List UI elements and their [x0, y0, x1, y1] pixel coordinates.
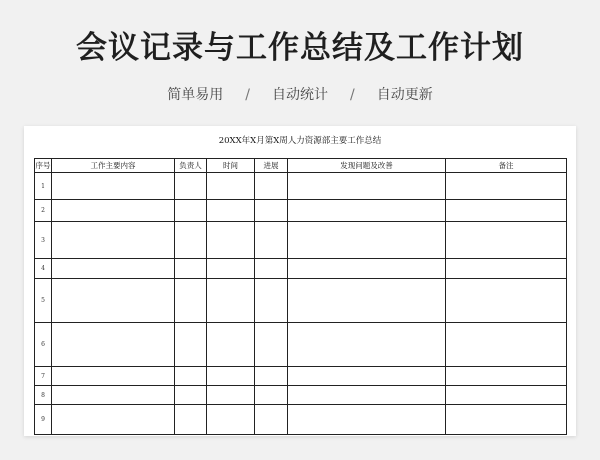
feature-tagline: [0, 84, 600, 104]
cell-owner[interactable]: [175, 200, 207, 222]
cell-issues[interactable]: [288, 367, 446, 386]
cell-progress[interactable]: [255, 405, 288, 435]
column-header-progress: 进展: [255, 159, 288, 173]
cell-owner[interactable]: [175, 367, 207, 386]
table-header-row: [35, 159, 567, 173]
row-index: 1: [35, 173, 52, 200]
cell-content[interactable]: [52, 279, 175, 323]
cell-issues[interactable]: [288, 405, 446, 435]
cell-content[interactable]: [52, 200, 175, 222]
cell-progress[interactable]: [255, 279, 288, 323]
cell-progress[interactable]: [255, 222, 288, 259]
column-header-index: 序号: [35, 159, 52, 173]
table-row: [35, 173, 567, 200]
cell-progress[interactable]: [255, 323, 288, 367]
cell-notes[interactable]: [446, 367, 567, 386]
row-index: 6: [35, 323, 52, 367]
cell-content[interactable]: [52, 222, 175, 259]
cell-owner[interactable]: [175, 386, 207, 405]
cell-notes[interactable]: [446, 279, 567, 323]
row-index: 7: [35, 367, 52, 386]
cell-time[interactable]: [207, 173, 255, 200]
cell-time[interactable]: [207, 405, 255, 435]
cell-content[interactable]: [52, 405, 175, 435]
column-header-issues: 发现问题及改善: [288, 159, 446, 173]
cell-time[interactable]: [207, 222, 255, 259]
table-row: [35, 405, 567, 435]
table-row: [35, 222, 567, 259]
cell-issues[interactable]: [288, 200, 446, 222]
spreadsheet-preview: [24, 126, 576, 436]
cell-time[interactable]: [207, 323, 255, 367]
row-index: 2: [35, 200, 52, 222]
separator: /: [350, 87, 355, 103]
row-index: 9: [35, 405, 52, 435]
cell-progress[interactable]: [255, 173, 288, 200]
table-row: [35, 279, 567, 323]
cell-time[interactable]: [207, 200, 255, 222]
cell-progress[interactable]: [255, 200, 288, 222]
cell-time[interactable]: [207, 279, 255, 323]
feature-auto-stats: 自动统计: [272, 87, 328, 103]
cell-content[interactable]: [52, 259, 175, 279]
cell-notes[interactable]: [446, 173, 567, 200]
cell-issues[interactable]: [288, 173, 446, 200]
summary-table: [34, 158, 567, 435]
table-row: [35, 200, 567, 222]
cell-issues[interactable]: [288, 323, 446, 367]
cell-owner[interactable]: [175, 222, 207, 259]
feature-auto-update: 自动更新: [376, 87, 433, 103]
cell-progress[interactable]: [255, 386, 288, 405]
cell-owner[interactable]: [175, 405, 207, 435]
cell-issues[interactable]: [288, 386, 446, 405]
page-title: 会议记录与工作总结及工作计划: [76, 30, 524, 66]
cell-notes[interactable]: [446, 386, 567, 405]
table-row: [35, 323, 567, 367]
cell-issues[interactable]: [288, 222, 446, 259]
cell-content[interactable]: [52, 323, 175, 367]
cell-issues[interactable]: [288, 279, 446, 323]
cell-time[interactable]: [207, 259, 255, 279]
cell-notes[interactable]: [446, 200, 567, 222]
table-row: [35, 386, 567, 405]
column-header-time: 时间: [207, 159, 255, 173]
sheet-title: 20XX年X月第X周人力资源部主要工作总结: [218, 136, 382, 146]
table-row: [35, 367, 567, 386]
cell-progress[interactable]: [255, 259, 288, 279]
cell-notes[interactable]: [446, 222, 567, 259]
cell-notes[interactable]: [446, 259, 567, 279]
separator: /: [245, 87, 250, 103]
cell-owner[interactable]: [175, 173, 207, 200]
feature-easy: 简单易用: [167, 87, 224, 103]
cell-notes[interactable]: [446, 323, 567, 367]
cell-content[interactable]: [52, 367, 175, 386]
cell-issues[interactable]: [288, 259, 446, 279]
cell-time[interactable]: [207, 367, 255, 386]
cell-owner[interactable]: [175, 259, 207, 279]
cell-owner[interactable]: [175, 279, 207, 323]
row-index: 5: [35, 279, 52, 323]
row-index: 3: [35, 222, 52, 259]
row-index: 8: [35, 386, 52, 405]
row-index: 4: [35, 259, 52, 279]
cell-owner[interactable]: [175, 323, 207, 367]
table-row: [35, 259, 567, 279]
cell-content[interactable]: [52, 386, 175, 405]
cell-content[interactable]: [52, 173, 175, 200]
cell-progress[interactable]: [255, 367, 288, 386]
column-header-owner: 负责人: [175, 159, 207, 173]
cell-time[interactable]: [207, 386, 255, 405]
column-header-notes: 备注: [446, 159, 567, 173]
column-header-content: 工作主要内容: [52, 159, 175, 173]
cell-notes[interactable]: [446, 405, 567, 435]
